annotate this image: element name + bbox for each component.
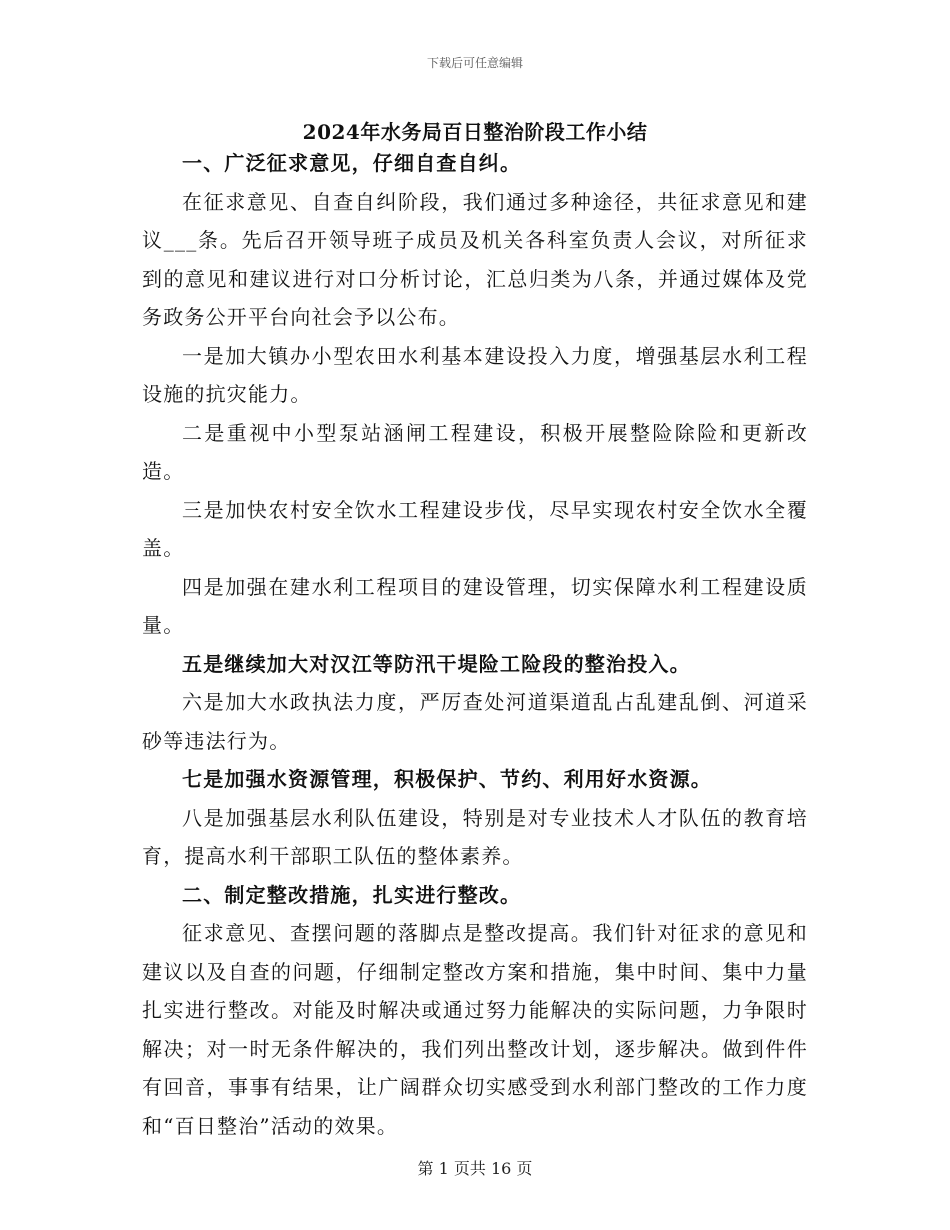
paragraph: 二是重视中小型泵站涵闸工程建设，积极开展整险除险和更新改造。 bbox=[142, 420, 808, 483]
paragraph: 八是加强基层水利队伍建设，特别是对专业技术人才队伍的教育培育，提高水利干部职工队伍的整体素养。 bbox=[142, 805, 808, 868]
paragraph: 六是加大水政执法力度，严厉查处河道渠道乱占乱建乱倒、河道采砂等违法行为。 bbox=[142, 690, 808, 753]
paragraph: 征求意见、查摆问题的落脚点是整改提高。我们针对征求的意见和建议以及自查的问题，仔细制定整改方案和措施，集中时间、集中力量扎实进行整改。对能及时解决或通过努力能解决的实际问题，力争限时解决；对一时无条件解决的，我们列出整改计划，逐步解决。做到件件有回音，事事有结果，让广阔群众切实感受到水利部门整改的工作力度和“百日整治”活动的效果。 bbox=[142, 921, 808, 1138]
paragraph: 七是加强水资源管理，积极保护、节约、利用好水资源。 bbox=[182, 767, 712, 791]
document-title: 2024年水务局百日整治阶段工作小结 bbox=[302, 120, 648, 144]
paragraph: 四是加强在建水利工程项目的建设管理，切实保障水利工程建设质量。 bbox=[142, 574, 808, 637]
paragraph: 三是加快农村安全饮水工程建设步伐，尽早实现农村安全饮水全覆盖。 bbox=[142, 497, 808, 560]
paragraph: 五是继续加大对汉江等防汛干堤险工险段的整治投入。 bbox=[182, 651, 691, 676]
page-number: 第 1 页共 16 页 bbox=[417, 1159, 533, 1178]
page-header-note: 下载后可任意编辑 bbox=[426, 56, 523, 70]
paragraph: 在征求意见、自查自纠阶段，我们通过多种途径，共征求意见和建议___条。先后召开领导班子成员及机关各科室负责人会议，对所征求到的意见和建议进行对口分析讨论，汇总归类为八条，并通过媒体及党务政务公开平台向社会予以公布。 bbox=[142, 189, 808, 329]
paragraph: 一、广泛征求意见，仔细自查自纠。 bbox=[182, 151, 522, 175]
document-body bbox=[142, 144, 808, 1145]
paragraph: 二、制定整改措施，扎实进行整改。 bbox=[182, 882, 522, 907]
paragraph: 一是加大镇办小型农田水利基本建设投入力度，增强基层水利工程设施的抗灾能力。 bbox=[142, 343, 808, 406]
